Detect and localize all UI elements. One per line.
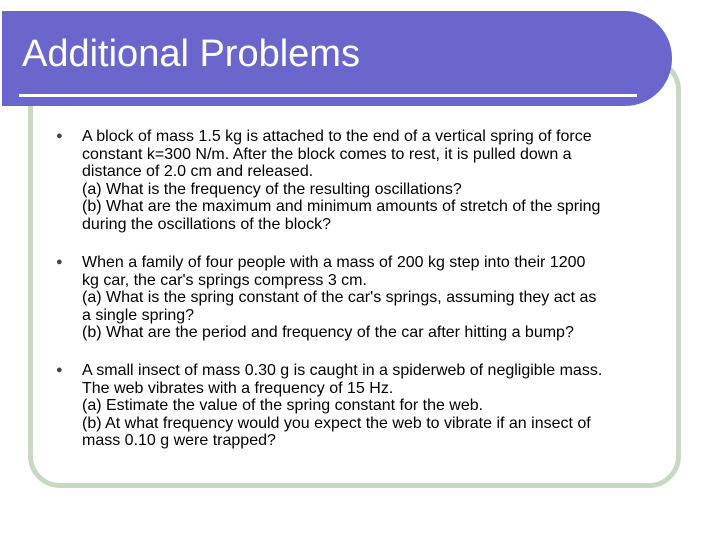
bullet-icon: ●	[56, 256, 63, 268]
bullet-icon: ●	[56, 364, 63, 376]
problem-text: When a family of four people with a mass of 200 kg step into their 1200 kg car, the car's springs compress 3 cm. (a) What is the spring constant of the car's springs, assuming they act as a single spring? (b) What are the period and frequency of the car after hitting a bump?	[82, 254, 597, 341]
problem-text: A small insect of mass 0.30 g is caught in a spiderweb of negligible mass. The web vibrates with a frequency of 15 Hz. (a) Estimate the value of the spring constant for the web. (b) At what frequency would you expect the web to vibrate if an insect of mass 0.10 g were trapped?	[82, 362, 603, 449]
problem-text: A block of mass 1.5 kg is attached to the end of a vertical spring of force constant k=300 N/m. After the block comes to rest, it is pulled down a distance of 2.0 cm and released. (a) What is the frequency of the resulting oscillations? (b) What are the maximum and minimum amounts of stretch of the spring during the oscillations of the block?	[82, 128, 601, 233]
bullet-icon: ●	[56, 130, 63, 142]
slide-title: Additional Problems	[22, 33, 360, 75]
